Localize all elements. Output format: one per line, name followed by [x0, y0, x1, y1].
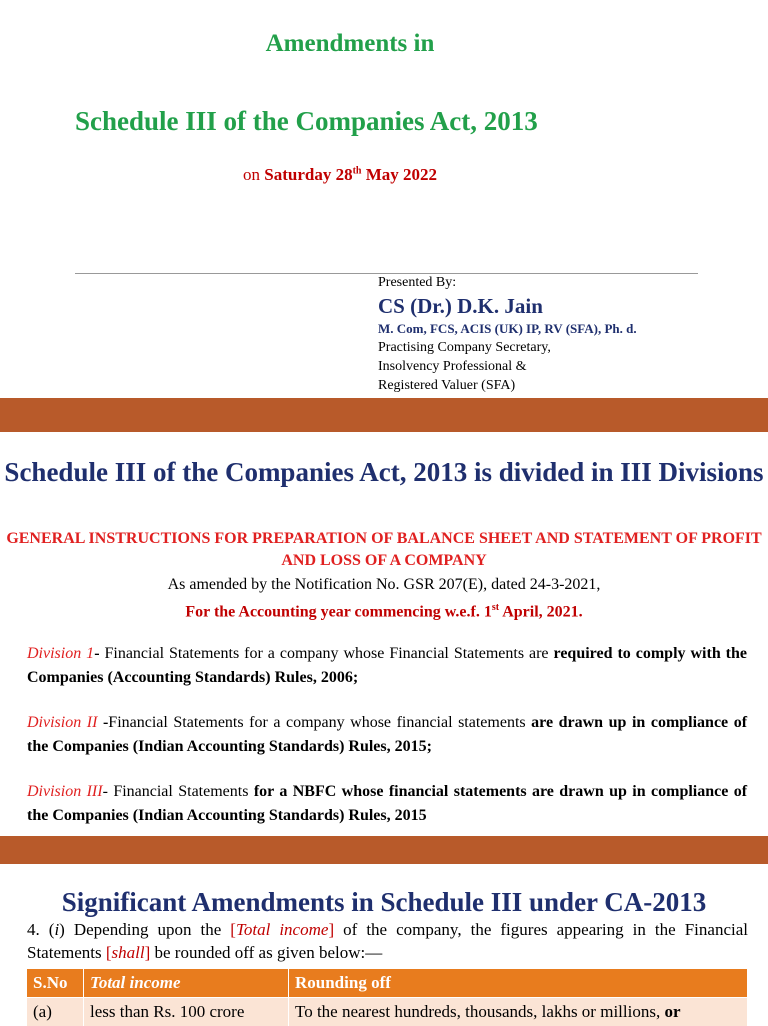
presenter-role: Practising Company Secretary, [378, 338, 637, 357]
presented-by-label: Presented By: [378, 274, 637, 291]
accounting-year-note: For the Accounting year commencing w.e.f. 1st April, 2021. [0, 597, 768, 623]
presenter-role: Insolvency Professional & [378, 357, 637, 376]
table-header: Rounding off [289, 969, 748, 998]
title-line-2: Schedule III of the Companies Act, 2013 [75, 106, 538, 137]
table-cell: To the nearest hundreds, thousands, lakhs or millions, or [289, 998, 748, 1026]
slide-heading: Schedule III of the Companies Act, 2013 is divided in III Divisions [0, 452, 768, 492]
presenter-name: CS (Dr.) D.K. Jain [378, 292, 637, 320]
presenter-qualifications: M. Com, FCS, ACIS (UK) IP, RV (SFA), Ph. d. [378, 320, 637, 338]
presenter-role: Registered Valuer (SFA) [378, 376, 637, 395]
division-label: Division 1 [27, 645, 94, 662]
table-cell: (a) [27, 998, 84, 1026]
general-instructions: GENERAL INSTRUCTIONS FOR PREPARATION OF BALANCE SHEET AND STATEMENT OF PROFIT AND LOSS OF A COMPANY [0, 528, 768, 572]
table-header: Total income [84, 969, 289, 998]
division-1-paragraph: Division 1- Financial Statements for a company whose Financial Statements are required to comply with the Companies (Accounting Standards) Rules, 2006; [27, 642, 747, 690]
division-label: Division II [27, 714, 97, 731]
table-cell: less than Rs. 100 crore [84, 998, 289, 1026]
table-row [27, 998, 748, 1026]
rounding-paragraph: 4. (i) Depending upon the [Total income] of the company, the figures appearing in the Financial Statements [shall] be rounded off as given below:— [27, 918, 748, 964]
title-line-1: Amendments in [0, 30, 700, 58]
slide-separator [0, 398, 768, 432]
amendments-slide [0, 864, 768, 1024]
amendment-note: As amended by the Notification No. GSR 207(E), dated 24-3-2021, [0, 574, 768, 596]
table-header-row [27, 969, 748, 998]
division-label: Division III [27, 783, 103, 800]
division-2-paragraph: Division II -Financial Statements for a company whose financial statements are drawn up in compliance of the Companies (Indian Accounting Standards) Rules, 2015; [27, 711, 747, 759]
presentation-date: on Saturday 28th May 2022 [243, 165, 437, 185]
title-slide [0, 0, 768, 398]
slide-heading: Significant Amendments in Schedule III under CA-2013 [0, 884, 768, 920]
table-header: S.No [27, 969, 84, 998]
slide-separator [0, 836, 768, 864]
rounding-table [27, 969, 748, 1026]
divisions-slide [0, 432, 768, 836]
division-3-paragraph: Division III- Financial Statements for a NBFC whose financial statements are drawn up in compliance of the Companies (Indian Accounting Standards) Rules, 2015 [27, 780, 747, 828]
presenter-block [378, 274, 637, 395]
